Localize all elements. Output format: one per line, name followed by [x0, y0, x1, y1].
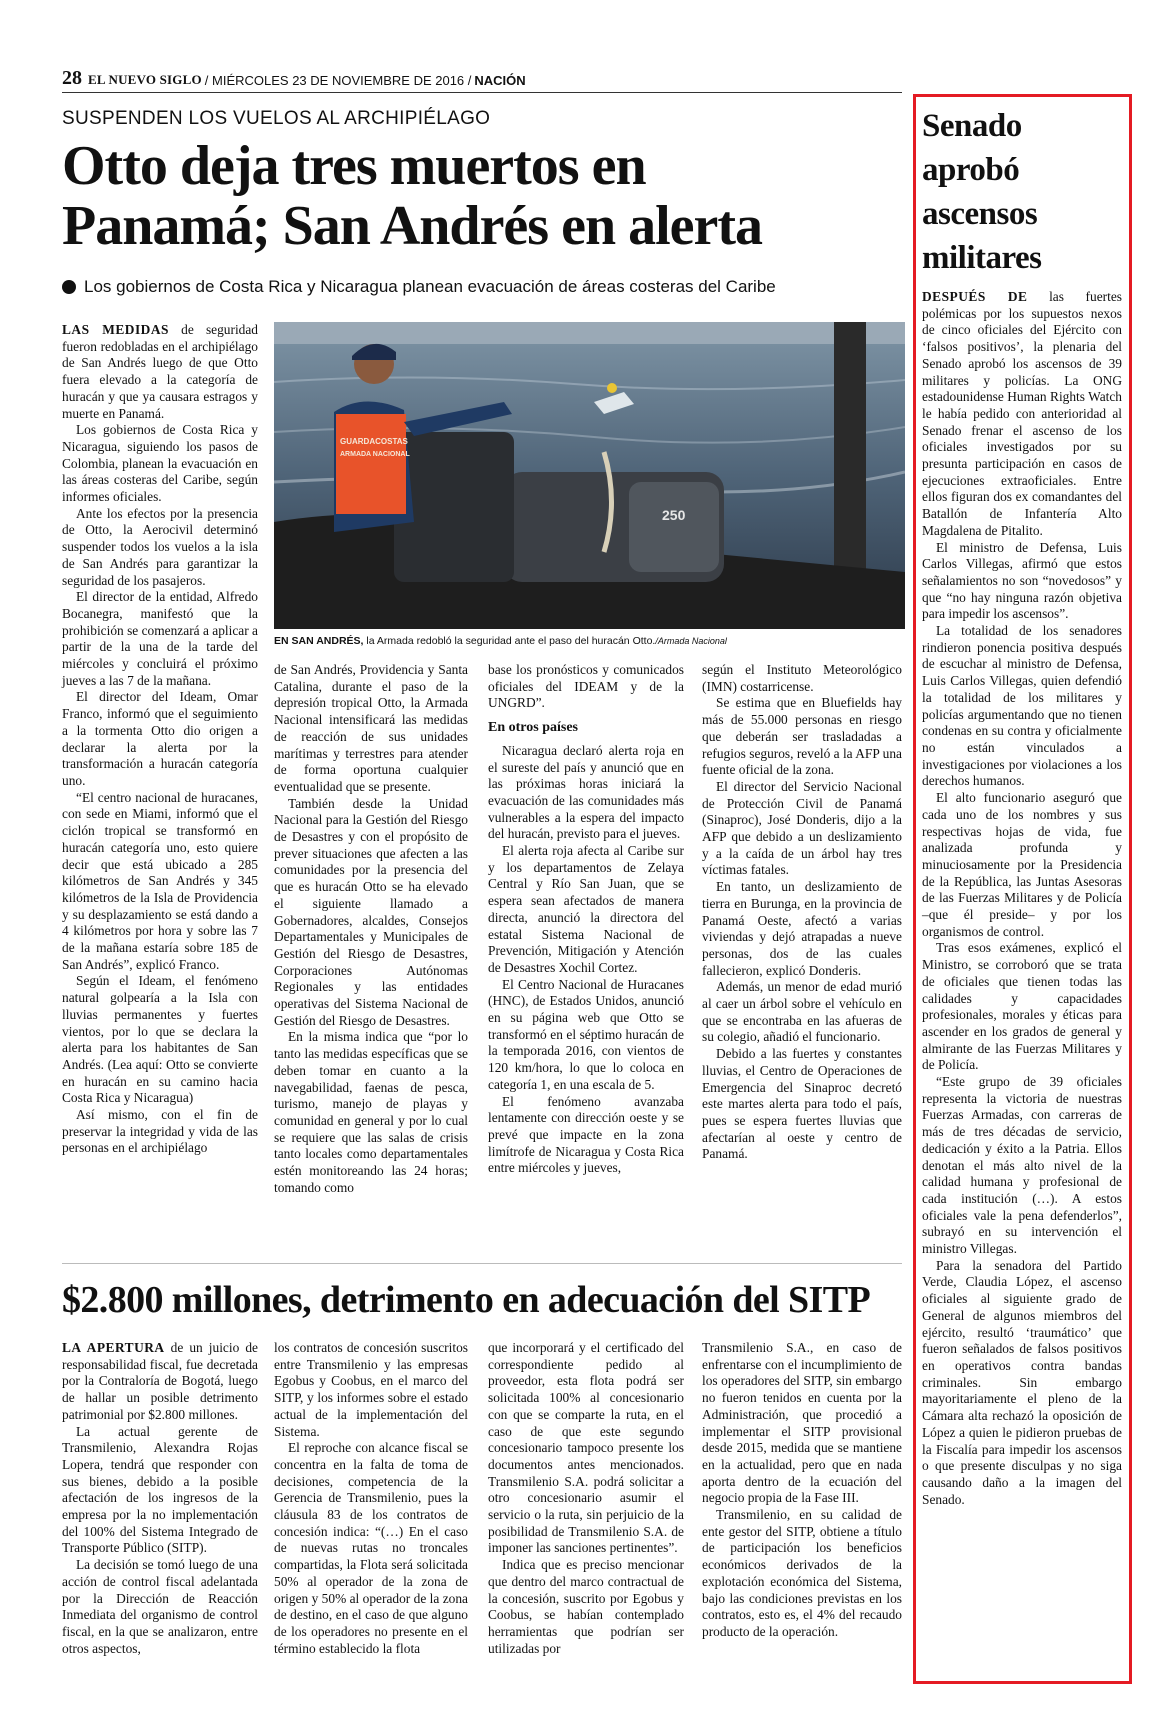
paragraph: El alto funcionario aseguró que cada uno de los nombres y sus respectivas hojas de vida, fue analizada profunda y minuciosamente por la Presidencia de la República, las Juntas Asesoras de las Fuerzas Militares y de Policía –que él preside– y por los organismos de control. — [922, 790, 1122, 939]
paragraph: Indica que es preciso mencionar que dentro del marco contractual de la concesión, suscrito por Egobus y Coobus, se habían contemplado herramientas que podrían ser utilizadas por — [488, 1557, 684, 1656]
paragraph: “El centro nacional de huracanes, con sede en Miami, informó que el ciclón tropical se transformó en huracán categoría uno, esto quiere decir que está ubicado a 285 kilómetros de San Andrés y 345 kilómetros de la Isla de Providencia y su desplazamiento se está dando a 4 kilómetros por hora y sobre las 7 de la mañana estaría sobre 185 de San Andrés”, explicó Franco. — [62, 789, 258, 972]
paragraph: El director del Ideam, Omar Franco, informó que el seguimiento a la tormenta Otto dio origen a declarar la alerta por la transformación a huracán categoría uno. — [62, 689, 258, 788]
issue-date: / MIÉRCOLES 23 DE NOVIEMBRE DE 2016 / — [204, 73, 472, 88]
paragraph: Debido a las fuertes y constantes lluvias, el Centro de Operaciones de Emergencia del Sinaproc decretó este martes alerta para todo el país, pues se espera fuertes lluvias que afectarían al oeste y centro de Panamá. — [702, 1046, 902, 1162]
paragraph: de San Andrés, Providencia y Santa Catalina, durante el paso de la depresión tropical Otto, la Armada Nacional intensificará las medidas de reacción de sus unidades marítimas y terrestres para atender de forma oportuna cualquier eventualidad que se presente. — [274, 662, 468, 794]
second-column-1 — [62, 1340, 258, 1657]
sidebar-title-line: Senado — [922, 108, 1022, 144]
lead-word: DESPUÉS DE — [922, 289, 1028, 304]
sidebar-title — [922, 104, 1122, 280]
paragraph: Los gobiernos de Costa Rica y Nicaragua, siguiendo los pasos de Colombia, planean la evacuación en las áreas costeras del Caribe, según informes oficiales. — [62, 422, 258, 505]
paragraph: El director del Servicio Nacional de Protección Civil de Panamá (Sinaproc), José Donderis, dijo a la AFP que debido a un deslizamiento y a la caída de un árbol hay tres víctimas fatales. — [702, 778, 902, 878]
article-divider — [62, 1263, 902, 1264]
paragraph: La actual gerente de Transmilenio, Alexandra Rojas Lopera, tendrá que responder con sus bienes, debido a la posible afectación de los ingresos de la empresa por la no implementación del 100% del Sistema Integrado de Transporte Público (SITP). — [62, 1423, 258, 1556]
paragraph: LA APERTURA de un juicio de responsabilidad fiscal, fue decretada por la Contraloría de Bogotá, luego de hallar un posible detrimento patrimonial por $2.800 millones. — [62, 1340, 258, 1422]
paragraph: En la misma indica que “por lo tanto las medidas específicas que se deben tomar en cuanto a la navegabilidad, faenas de pesca, turismo, manejo de playas y comunidad en general y por lo cual se requiere que las salas de crisis tanto locales como departamentales estén monitoreando las 24 horas; tomando como — [274, 1029, 468, 1195]
paragraph: El fenómeno avanzaba lentamente con dirección oeste y se prevé que impacte en la zona limítrofe de Nicaragua y Costa Rica entre miércoles y jueves, — [488, 1093, 684, 1176]
paragraph: los contratos de concesión suscritos entre Transmilenio y las empresas Egobus y Coobus, en el marco del SITP, y los informes sobre el estado actual de la implementación del Sistema. — [274, 1340, 468, 1439]
sidebar-title-line: ascensos — [922, 196, 1038, 232]
headline-line-1: Otto deja tres muertos en — [62, 135, 646, 197]
paragraph: En tanto, un deslizamiento de tierra en Burunga, en la provincia de Panamá Oeste, afectó a varias viviendas y dejó atrapadas a nueve personas, dos de las cuales fallecieron, explicó Donderis. — [702, 879, 902, 978]
paragraph: base los pronósticos y comunicados oficiales del IDEAM y de la UNGRD”. — [488, 662, 684, 711]
paragraph: según el Instituto Meteorológico (IMN) costarricense. — [702, 662, 902, 694]
paragraph: Además, un menor de edad murió al caer un árbol sobre el vehículo en que se encontraba en las afueras de su colegio, añadió el funcionario. — [702, 979, 902, 1045]
vest-label-1: GUARDACOSTAS — [340, 437, 408, 446]
lead-word: LAS MEDIDAS — [62, 322, 169, 337]
second-column-2 — [274, 1340, 468, 1657]
paragraph: LAS MEDIDAS de seguridad fueron redobladas en el archipiélago de San Andrés luego de que Otto fuera elevado a la categoría de huracán y que ya causara estragos y muerte en Panamá. — [62, 322, 258, 421]
caption-lead: EN SAN ANDRÉS, — [274, 635, 364, 647]
paragraph: El Centro Nacional de Huracanes (HNC), de Estados Unidos, anunció en su página web que Otto se transformó en el séptimo huracán de la temporada 2016, con vientos de 120 km/hora, lo que lo coloca en categoría 1, en una escala de 5. — [488, 976, 684, 1092]
section-name: NACIÓN — [474, 73, 526, 88]
paragraph: Transmilenio S.A., en caso de enfrentarse con el incumplimiento de los operadores del SITP, sin embargo no fueron tenidos en cuenta por la Administración, que procedió a implementar el SITP provisional desde 2015, medida que se mantiene en la actualidad, pero que en nada aporta dentro de la ecuación del negocio propia de la Fase III. — [702, 1340, 902, 1506]
paragraph: “Este grupo de 39 oficiales representa la victoria de nuestras Fuerzas Armadas, con carreras de más de tres décadas de servicio, dedicación y éxito a la Patria. Ellos denotan el más alto nivel de la calidad humana y profesional de cada institución (…). A estos oficiales vale la pena defenderlos”, subrayó en su intervención el ministro Villegas. — [922, 1074, 1122, 1257]
paragraph: Tras esos exámenes, explicó el Ministro, se corroboró que se trata de oficiales que tienen todas las calidades y capacidades profesionales, morales y éticas para ascender en los grados de general y almirante de las Fuerzas Militares y de Policía. — [922, 940, 1122, 1073]
section-subtitle: En otros países — [488, 720, 578, 736]
paragraph: Nicaragua declaró alerta roja en el sureste del país y anunció que en las próximas horas iniciará la evacuación de las comunidades más vulnerables a la espera del impacto del huracán, previsto para el jueves. — [488, 742, 684, 842]
page-header — [62, 64, 902, 93]
photo-credit: /Armada Nacional — [655, 636, 727, 646]
paragraph: Ante los efectos por la presencia de Otto, la Aerocivil determinó suspender todos los vuelos a la isla de San Andrés para garantizar la seguridad de los pasajeros. — [62, 505, 258, 588]
main-column-4 — [702, 662, 902, 1163]
headline-line-2: Panamá; San Andrés en alerta — [62, 195, 762, 257]
main-column-1 — [62, 322, 258, 1157]
sidebar-title-line: aprobó — [922, 152, 1020, 188]
paragraph: DESPUÉS DE las fuertes polémicas por los supuestos nexos de cinco oficiales del Ejército con ‘falsos positivos’, la plenaria del Senado aprobó los ascensos de 39 militares y policías. La ONG estadounidense Human Rights Watch le había pedido con anterioridad al Senado frenar el ascenso de los oficiales investigados por su presunta participación en casos de ejecuciones extraoficiales. Entre ellos figuran dos ex comandantes del Batallón de Infantería Alto Magdalena de Pitalito. — [922, 289, 1122, 538]
page-number: 28 — [62, 67, 82, 89]
paragraph: La totalidad de los senadores rindieron ponencia positiva después de escuchar al ministro de Defensa, Luis Carlos Villegas, quien defendió la totalidad de los militares y policías argumentando que no tienen condenas en su contra y oficialmente no están vinculados a investigaciones por violaciones a los derechos humanos. — [922, 623, 1122, 789]
main-column-2 — [274, 662, 468, 1197]
paragraph: que incorporará y el certificado del correspondiente pedido al proveedor, esta flota podrá ser solicitada 100% al concesionario con que se comparte la ruta, en el caso de que este segundo concesionario tampoco presente los documentos antes mencionados. Transmilenio S.A. podrá solicitar a otro concesionario asumir el servicio o la ruta, sin perjuicio de la posibilidad de Transmilenio S.A. de imponer las sanciones pertinentes”. — [488, 1340, 684, 1556]
newspaper-name: EL NUEVO SIGLO — [88, 72, 202, 87]
paragraph: El reproche con alcance fiscal se concentra en la falta de toma de decisiones, competencia de la Gerencia de Transmilenio, pues la cláusula 83 de los contratos de concesión indica: “(…) En el caso de nuevas rutas no troncales compartidas, la Flota será solicitada 50% al operador de la zona de origen y 50% al operador de la zona de destino, en el caso de que alguno de los operadores no presente en el término establecido la flota — [274, 1440, 468, 1656]
article-headline — [62, 136, 922, 256]
bullet-icon — [62, 280, 76, 294]
photo-caption — [274, 635, 905, 647]
paragraph: Transmilenio, en su calidad de ente gestor del SITP, obtiene a título de participación los beneficios económicos derivados de la explotación económica del Sistema, bajo las condiciones previstas en los contratos, esto es, el 4% del recaudo producto de la operación. — [702, 1507, 902, 1639]
second-article-headline: $2.800 millones, detrimento en adecuación del SITP — [62, 1279, 871, 1321]
subhead-text: Los gobiernos de Costa Rica y Nicaragua planean evacuación de áreas costeras del Caribe — [84, 277, 776, 296]
engine-label: 250 — [662, 507, 686, 523]
article-kicker: SUSPENDEN LOS VUELOS AL ARCHIPIÉLAGO — [62, 108, 491, 129]
paragraph: El director de la entidad, Alfredo Bocanegra, manifestó que la prohibición se comenzará a aplicar a partir de la una de la tarde del miércoles y concluirá el próximo jueves a las 7 de la mañana. — [62, 589, 258, 688]
second-column-4 — [702, 1340, 902, 1641]
sidebar-title-line: militares — [922, 240, 1042, 276]
article-subhead — [62, 277, 902, 297]
paragraph: Así mismo, con el fin de preservar la integridad y vida de las personas en el archipiélago — [62, 1107, 258, 1156]
article-photo — [274, 322, 905, 629]
paragraph: El ministro de Defensa, Luis Carlos Villegas, afirmó que estos señalamientos no son “novedosos” y que “no hay ninguna razón objetiva para impedir los ascensos”. — [922, 539, 1122, 622]
main-column-3 — [488, 662, 684, 1177]
caption-text: la Armada redobló la seguridad ante el paso del huracán Otto. — [363, 635, 656, 647]
paragraph: Para la senadora del Partido Verde, Claudia López, el ascenso oficiales al siguiente grado de General de algunos miembros del ejército, resultó ‘traumático’ que fueron señalados de falsos positivos en operativos contra bandas criminales. Sin embargo mayoritariamente el pleno de la Cámara alta rechazó la oposición de López a quien le pidieron pruebas de la Fiscalía para impedir los ascensos o que presente disculpas y no siga causando daño a la imagen del Senado. — [922, 1257, 1122, 1507]
paragraph: El alerta roja afecta al Caribe sur y los departamentos de Zelaya Central y Río San Juan, que se espera sean afectados de manera directa, anunció la directora del estatal Sistema Nacional de Prevención, Mitigación y Atención de Desastres Xochil Cortez. — [488, 843, 684, 975]
paragraph: Según el Ideam, el fenómeno natural golpearía a la Isla con lluvias permanentes y fuertes vientos, por lo que se declara la alerta para los habitantes de San Andrés. (Lea aquí: Otto se convierte en huracán en su camino hacia Costa Rica y Nicaragua) — [62, 973, 258, 1106]
paragraph: Se estima que en Bluefields hay más de 55.000 personas en riesgo que deberán ser trasladadas a refugios seguros, reveló a la AFP una fuente oficial de la zona. — [702, 695, 902, 778]
paragraph: La decisión se tomó luego de una acción de control fiscal adelantada por la Dirección de Reacción Inmediata del organismo de control fiscal, en la que se analizaron, entre otros aspectos, — [62, 1557, 258, 1656]
vest-label-2: ARMADA NACIONAL — [340, 451, 410, 458]
paragraph: También desde la Unidad Nacional para la Gestión del Riesgo de Desastres y con el propósito de prever situaciones que afecten a las comunidades por la presencia del que es huracán Otto se ha elevado el siguiente llamado a Gobernadores, alcaldes, Consejos Departamentales y Municipales de Gestión del Riesgo de Desastres, Corporaciones Autónomas Regionales y las entidades operativas del Sistema Nacional de Gestión del Riesgo de Desastres. — [274, 795, 468, 1028]
boat-photo-illustration — [274, 322, 905, 629]
second-column-3 — [488, 1340, 684, 1657]
sidebar-column — [922, 289, 1122, 1508]
lead-word: LA APERTURA — [62, 1340, 165, 1355]
